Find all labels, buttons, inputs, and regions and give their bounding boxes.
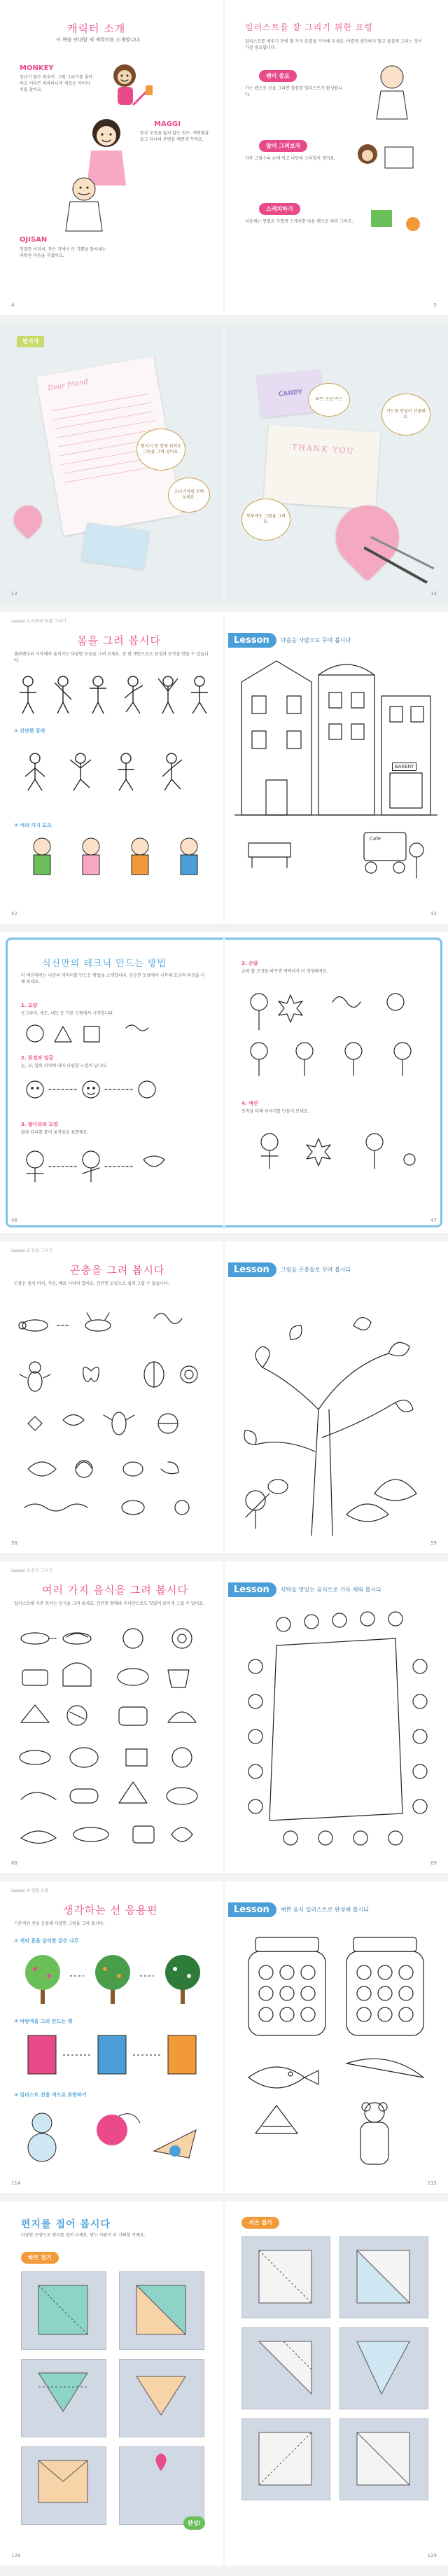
step-label: 3. 손발 <box>241 961 258 966</box>
spread-insects <box>0 1241 448 1553</box>
page-title-characters: 캐릭터 소개 <box>67 22 126 35</box>
color-expression-examples <box>14 2102 210 2179</box>
photo-bubble: 봉투에도 그림을 그려요. <box>241 499 290 541</box>
page-number: 43 <box>430 911 437 917</box>
page-number: 58 <box>11 1540 18 1546</box>
folding-intro: 다양한 모양으로 편지를 접어 보세요. 받는 사람이 더 기뻐할 거예요. <box>21 2233 146 2238</box>
step-text: 동작을 더해 이야기를 만들어 보세요. <box>241 1109 309 1114</box>
spread-food <box>0 1561 448 1873</box>
step-label: 1. 모양 <box>21 1003 38 1008</box>
tips-illustration <box>343 56 434 238</box>
lesson-title-food: 여러 가지 음식을 그려 봅시다 <box>42 1584 188 1596</box>
lesson-tag: Lesson <box>228 1262 276 1277</box>
complete-badge: 완성! <box>183 2516 205 2530</box>
lesson-intro: 일러스트에 자주 쓰이는 음식을 그려 보세요. 간단한 형태와 무늬만으로도 맛있어 보이게 그릴 수 있어요. <box>14 1601 205 1606</box>
folding-section-label: 셔츠 접기 <box>241 2217 279 2229</box>
character-illustration <box>42 56 168 238</box>
tip-label-pen: 펜이 중요 <box>259 70 297 82</box>
technique-intro: 이 섹션에서는 나만의 캐릭터를 만드는 방법을 소개합니다. 단순한 모양에서 시작해 조금씩 특징을 더해 보세요. <box>21 973 205 984</box>
lesson-banner <box>228 1582 382 1597</box>
spread-photo-stationery <box>0 323 448 604</box>
lesson-banner <box>228 1262 351 1277</box>
page-number: 4 <box>11 302 15 308</box>
spread-body-drawing <box>0 612 448 924</box>
jar-coloring-illustration <box>234 1923 438 2175</box>
tip-text-practice: 자주 그릴수록 손에 익고 나만의 스타일이 생겨요. <box>245 156 336 161</box>
photo-bubble: 스티커처럼 꾸며 보세요. <box>168 478 210 513</box>
page-number: 12 <box>11 591 18 597</box>
heart-sticker <box>8 500 48 540</box>
town-coloring-illustration <box>234 654 438 906</box>
thank-you-label: THANK YOU <box>291 442 355 457</box>
monkey-desc: 장난기 많은 원숭이. 그림 그리기를 좋아하고 어디든 따라다니며 새로운 아이디어를 찾아요. <box>20 75 93 92</box>
page-title-tips: 일러스트를 잘 그리기 위한 요령 <box>245 22 373 32</box>
technique-right-sketches <box>241 981 430 1219</box>
page-number: 13 <box>430 591 437 597</box>
step-text: 눈, 코, 입의 위치에 따라 다양한 느낌이 납니다. <box>21 1064 108 1068</box>
thank-you-card-photo <box>263 425 380 510</box>
page-gutter <box>223 932 225 1233</box>
dining-table-illustration <box>234 1603 438 1856</box>
page-number: 42 <box>11 911 18 917</box>
monkey-name: MONKEY <box>20 64 54 72</box>
stationery-title: Dear friend <box>47 377 89 393</box>
bakery-sign: BAKERY <box>392 763 416 771</box>
step-label: 4. 액션 <box>241 1101 258 1106</box>
lesson-intro: 졸라맨부터 시작해서 움직이는 다양한 모습을 그려 보세요. 선 몇 개만으로도 표정과 동작을 만들 수 있습니다. <box>14 652 209 663</box>
lesson-tag: Lesson <box>228 633 276 648</box>
food-examples <box>14 1624 210 1856</box>
step-label: 2. 표정과 얼굴 <box>21 1055 54 1061</box>
page-number: 59 <box>430 1540 437 1546</box>
tree-coloring-illustration <box>234 1283 438 1543</box>
page-number: 69 <box>430 1860 437 1866</box>
step-text: 동그라미, 세모, 네모 등 기본 도형에서 시작합니다. <box>21 1011 115 1016</box>
page-gutter <box>223 612 225 924</box>
tip-label-practice: 많이 그려보자 <box>259 140 307 152</box>
page-gutter <box>223 2201 225 2565</box>
page-gutter <box>223 323 225 604</box>
spread-folding-letters <box>0 2201 448 2565</box>
running-header: Lesson 2 동물 그리기 <box>11 1248 53 1253</box>
envelope-photo <box>82 522 150 569</box>
lesson-instruction: 그림을 곤충들로 꾸며 봅시다 <box>280 1267 351 1273</box>
book-examples <box>14 2028 210 2084</box>
page-number: 5 <box>433 302 437 308</box>
photo-bubble: 카드를 만들어 선물해요. <box>382 394 430 436</box>
running-header: Lesson 1 사람과 동물 그리기 <box>11 619 66 624</box>
lesson-title-body: 몸을 그려 봅시다 <box>77 634 161 647</box>
lesson-banner <box>228 1902 369 1917</box>
page-gutter <box>223 1561 225 1873</box>
photo-bubble: 하트 모양 카드 <box>308 383 350 417</box>
page-number: 115 <box>427 2180 437 2186</box>
running-header: Lesson 4 생활 소품 <box>11 1888 49 1893</box>
section-label: ① 간단한 동작 <box>14 728 46 734</box>
cafe-sign: Cafe <box>370 836 381 842</box>
lesson-banner <box>228 633 351 648</box>
photo-label: 편지지 <box>17 336 44 347</box>
folding-title: 편지를 접어 봅시다 <box>21 2219 111 2230</box>
lesson-title-applied: 생각하는 선 응용편 <box>63 1904 158 1916</box>
lesson-intro: 기본적인 선을 응용해 다양한 그림을 그려 봅시다. <box>14 1921 105 1926</box>
tree-tone-examples <box>14 1948 210 2011</box>
page-number: 114 <box>11 2180 21 2186</box>
tip-text-pen: 가는 펜으로 선을 그리면 깔끔한 일러스트가 완성됩니다. <box>245 86 342 97</box>
page-number: 128 <box>11 2553 21 2558</box>
lesson-tag: Lesson <box>228 1582 276 1597</box>
page-number: 129 <box>427 2553 437 2558</box>
insect-examples <box>14 1304 210 1536</box>
pen-props <box>364 534 434 590</box>
page-gutter <box>223 1881 225 2193</box>
candy-label: CANDY <box>278 389 303 398</box>
maggi-name: MAGGI <box>154 120 181 128</box>
page-gutter <box>223 1241 225 1553</box>
lesson-tag: Lesson <box>228 1902 276 1917</box>
stick-figure-grid <box>14 671 217 896</box>
spread-applied-lines <box>0 1881 448 2193</box>
example-label: ② 바탕색을 그려 만드는 책 <box>14 2019 73 2024</box>
step-label: 3. 팔다리의 모양 <box>21 1122 58 1127</box>
technique-title: 식신만의 테크닉 만드는 방법 <box>42 959 167 969</box>
ojisan-name: OJISAN <box>20 236 48 244</box>
example-label: ① 색의 톤을 달리한 같은 나무 <box>14 1938 79 1944</box>
fold-diagrams-right <box>241 2236 430 2502</box>
lesson-instruction: 예쁜 음식 일러스트로 완성해 봅시다 <box>280 1907 369 1913</box>
lesson-intro: 곤충은 몸이 머리, 가슴, 배로 나뉘어 있어요. 간단한 모양으로 쉽게 그릴 수 있습니다. <box>14 1281 169 1286</box>
intro-text: 이 책을 안내할 세 캐릭터를 소개합니다. <box>56 37 141 43</box>
maggi-desc: 항상 웃음을 잃지 않는 친구. 색연필을 들고 다니며 주변을 예쁘게 꾸며요. <box>140 131 209 142</box>
tips-intro: 일러스트를 배우기 전에 몇 가지 요령을 기억해 두세요. 어렵게 생각하지 말고 즐겁게 그리는 것이 가장 중요합니다. <box>245 39 422 50</box>
spread-technique <box>0 932 448 1233</box>
lesson-instruction: 식탁을 맛있는 음식으로 가득 채워 봅시다 <box>280 1587 382 1593</box>
lesson-title-insects: 곤충을 그려 봅시다 <box>70 1264 165 1276</box>
tip-text-sketch: 처음에는 연필로 가볍게 스케치한 다음 펜으로 따라 그려요. <box>245 219 354 224</box>
step-text: 팔과 다리를 붙여 움직임을 표현해요. <box>21 1130 89 1135</box>
section-label: ② 여러 가지 포즈 <box>14 823 52 828</box>
page-number: 68 <box>11 1860 18 1866</box>
page-number: 46 <box>11 1218 18 1223</box>
running-header: Lesson 3 음식 그리기 <box>11 1568 53 1573</box>
ojisan-desc: 친절한 아저씨. 작은 것에서 큰 기쁨을 찾아내는 따뜻한 마음을 가졌어요. <box>20 247 106 258</box>
example-label: ③ 일러스트 전용 색으로 표현하기 <box>14 2092 87 2098</box>
spread-character-intro <box>0 0 448 315</box>
technique-left-sketches <box>21 1019 210 1230</box>
tip-label-sketch: 스케치하기 <box>259 203 300 215</box>
step-text: 손과 발 모양을 바꾸면 캐릭터가 더 생생해져요. <box>241 969 328 974</box>
fold-diagrams-left <box>21 2271 210 2530</box>
folding-section-label: 하트 접기 <box>21 2252 59 2264</box>
page-number: 47 <box>430 1218 437 1223</box>
photo-bubble: 편지지 한 장에 귀여운 그림을 그려 넣어요. <box>136 429 186 471</box>
lesson-instruction: 다음을 사람으로 꾸며 봅시다 <box>280 637 351 643</box>
page-gutter <box>223 0 225 315</box>
